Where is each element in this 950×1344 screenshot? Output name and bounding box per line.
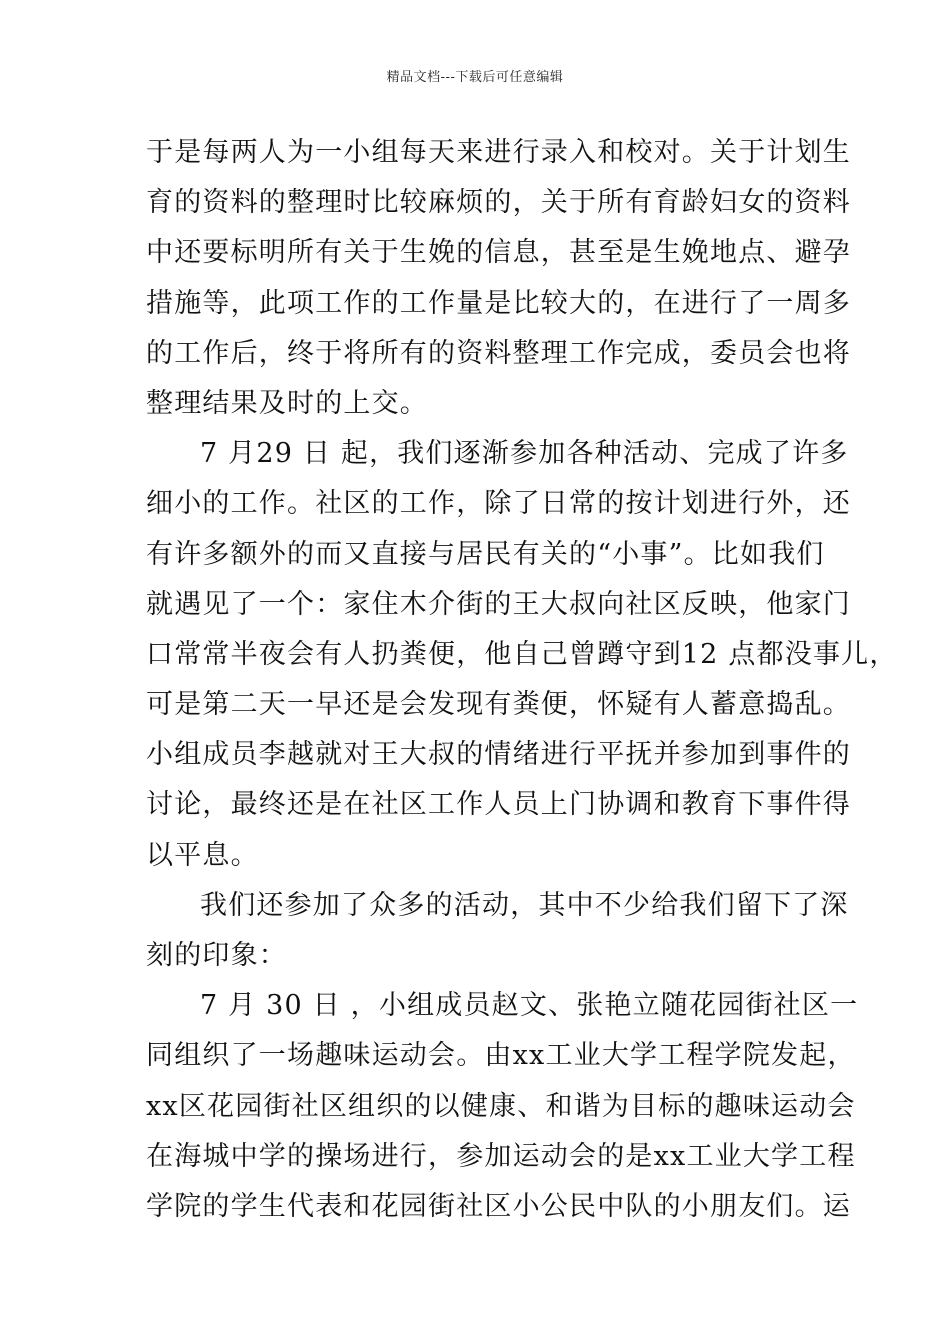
text-line: 就遇见了一个：家住木介街的王大叔向社区反映，他家门 [146,588,851,620]
body-text [146,128,898,1232]
text-line: 的工作后，终于将所有的资料整理工作完成，委员会也将 [146,337,851,369]
text-line: 措施等，此项工作的工作量是比较大的，在进行了一周多 [146,287,851,319]
paragraph-3 [146,881,849,981]
text-line: 有许多额外的而又直接与居民有关的“小事”。比如我们 [146,538,825,570]
text-line: 细小的工作。社区的工作，除了日常的按计划进行外，还 [146,488,851,520]
paragraph-4 [146,981,859,1232]
text-line: 刻的印象： [146,940,287,971]
text-line: 口常常半夜会有人扔粪便，他自己曾蹲守到12 点都没事儿， [146,638,898,670]
text-line: 在海城中学的操场进行，参加运动会的是xx工业大学工程 [146,1140,856,1172]
text-line: 整理结果及时的上交。 [146,387,428,419]
text-line: 7 月 30 日 ，小组成员赵文、张艳立随花园街社区一 [200,990,859,1022]
text-line: 中还要标明所有关于生娩的信息，甚至是生娩地点、避孕 [146,237,851,269]
text-line: xx区花园街社区组织的以健康、和谐为目标的趣味运动会 [146,1090,856,1122]
text-line: 育的资料的整理时比较麻烦的，关于所有育龄妇女的资料 [146,187,851,219]
text-line: 小组成员李越就对王大叔的情绪进行平抚并参加到事件的 [146,739,851,771]
text-line: 7 月29 日 起，我们逐渐参加各种活动、完成了许多 [200,438,849,470]
paragraph-2 [146,429,898,881]
page-header: 精品文档---下载后可任意编辑 [386,70,564,85]
paragraph-1 [146,128,851,429]
text-line: 我们还参加了众多的活动，其中不少给我们留下了深 [200,889,849,921]
text-line: 同组织了一场趣味运动会。由xx工业大学工程学院发起， [146,1040,856,1072]
text-line: 可是第二天一早还是会发现有粪便，怀疑有人蓄意捣乱。 [146,689,851,721]
text-line: 讨论，最终还是在社区工作人员上门协调和教育下事件得 [146,789,851,821]
text-line: 于是每两人为一小组每天来进行录入和校对。关于计划生 [146,137,851,168]
text-line: 以平息。 [146,839,259,871]
text-line: 学院的学生代表和花园街社区小公民中队的小朋友们。运 [146,1190,851,1222]
